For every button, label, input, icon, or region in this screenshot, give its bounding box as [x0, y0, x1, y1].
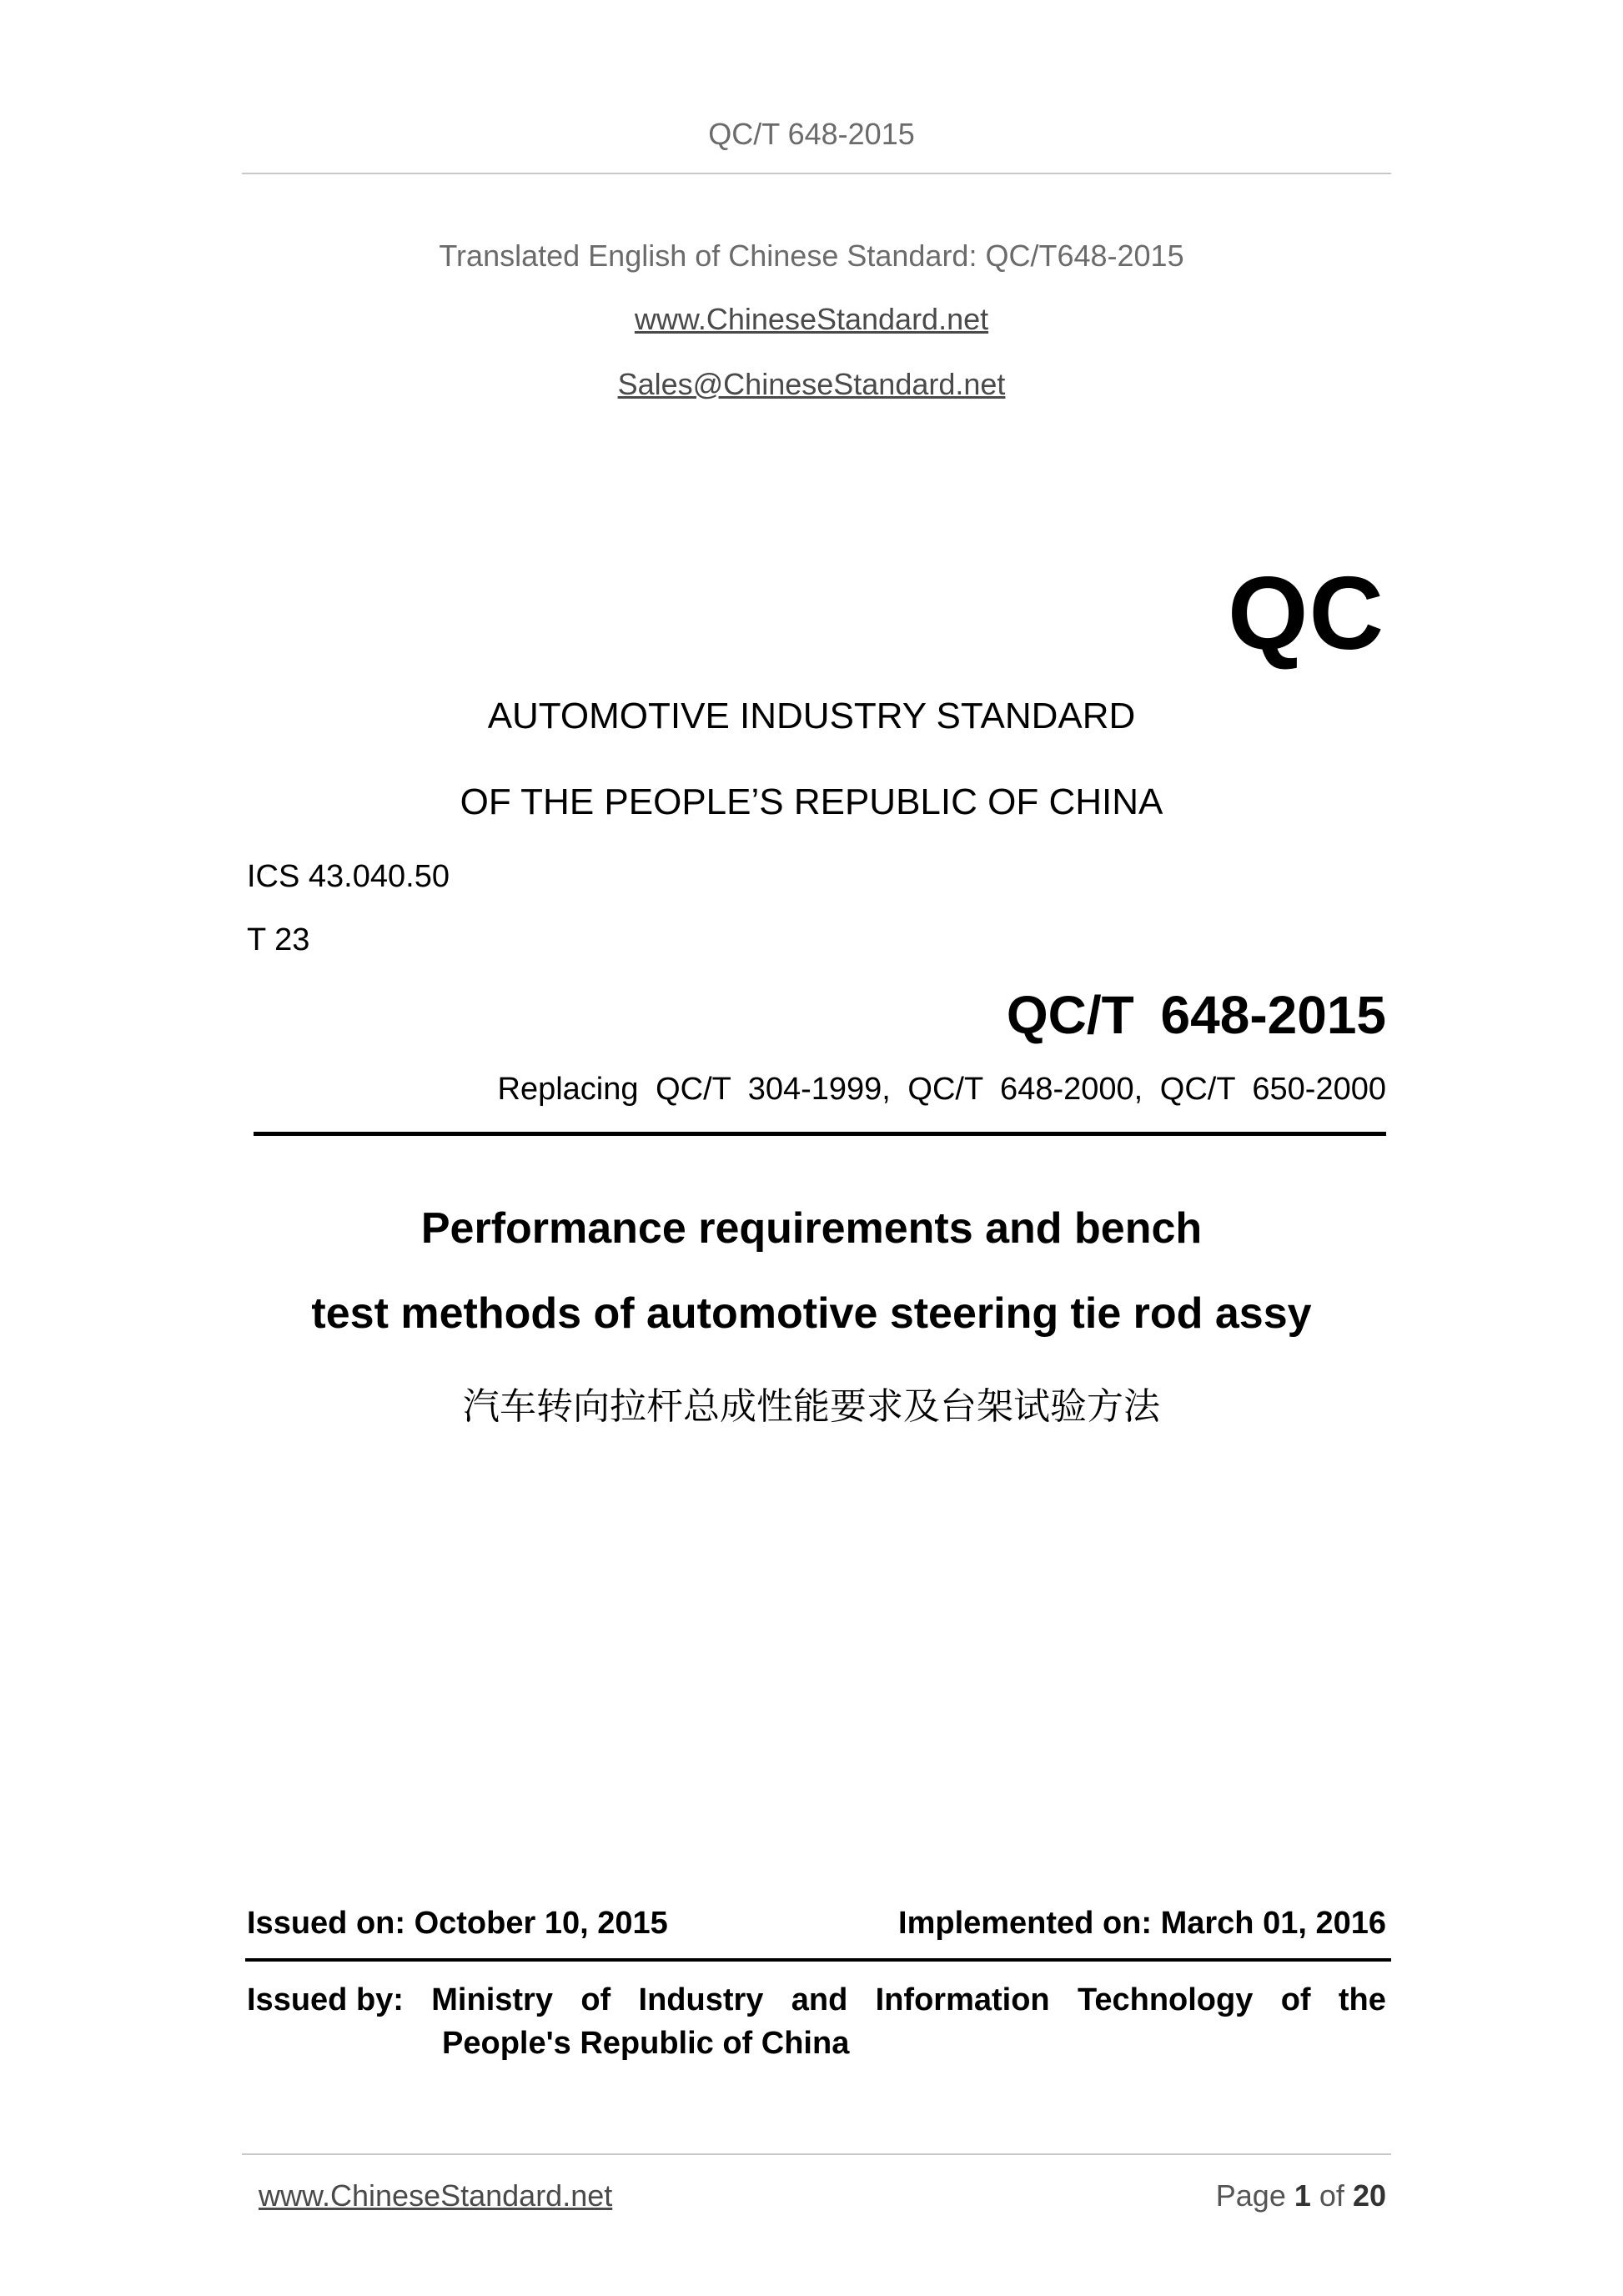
page-indicator [1216, 2178, 1386, 2213]
implemented-on-date: Implemented on: March 01, 2016 [898, 1906, 1386, 1941]
issued-by-block [247, 1978, 1386, 2065]
issued-by-word: and [791, 1982, 848, 2017]
standard-number: QC/T 648-2015 [1006, 985, 1386, 1045]
org-line-2: OF THE PEOPLE’S REPUBLIC OF CHINA [460, 781, 1163, 822]
running-header: QC/T 648-2015 [708, 117, 915, 151]
issued-by-word: Ministry [431, 1982, 553, 2017]
issued-by-word: Industry [638, 1982, 764, 2017]
issued-by-word: the [1338, 1982, 1386, 2017]
page-of: of [1319, 2178, 1344, 2213]
footer-website-link[interactable]: www.ChineseStandard.net [259, 2178, 613, 2213]
email-link[interactable]: Sales@ChineseStandard.net [617, 367, 1006, 401]
footer-divider [242, 2153, 1391, 2155]
title-english-line-1: Performance requirements and bench [420, 1204, 1203, 1253]
classification-code: T 23 [247, 922, 310, 957]
title-chinese: 汽车转向拉杆总成性能要求及台架试验方法 [463, 1385, 1160, 1428]
issued-on-date: Issued on: October 10, 2015 [247, 1906, 668, 1941]
issued-by-line-2: People's Republic of China [442, 2026, 850, 2061]
website-link[interactable]: www.ChineseStandard.net [634, 302, 989, 336]
footer-website-wrapper [259, 2178, 612, 2213]
standard-mark: QC [1228, 556, 1384, 671]
website-link-wrapper [0, 302, 1623, 337]
issued-by-label: Issued by: [247, 1982, 404, 2017]
translation-note: Translated English of Chinese Standard: QC/T648-2015 [439, 239, 1184, 273]
issuer-divider [245, 1958, 1391, 1962]
title-english-line-2: test methods of automotive steering tie rod assy [311, 1289, 1312, 1338]
issued-by-word: Information [875, 1982, 1050, 2017]
page-current: 1 [1294, 2178, 1311, 2213]
org-line-1: AUTOMOTIVE INDUSTRY STANDARD [487, 696, 1136, 736]
page-prefix: Page [1215, 2178, 1286, 2213]
title-divider [254, 1132, 1386, 1136]
issued-by-word: Technology [1077, 1982, 1254, 2017]
replacing-note: Replacing QC/T 304-1999, QC/T 648-2000, QC/T 650-2000 [497, 1072, 1386, 1107]
issued-by-word: of [1280, 1982, 1311, 2017]
issued-by-word: of [580, 1982, 611, 2017]
issued-by-line-1 [247, 1978, 1386, 2022]
ics-code: ICS 43.040.50 [247, 859, 450, 894]
header-divider [242, 173, 1391, 174]
page-total: 20 [1352, 2178, 1386, 2213]
email-link-wrapper [0, 367, 1623, 402]
